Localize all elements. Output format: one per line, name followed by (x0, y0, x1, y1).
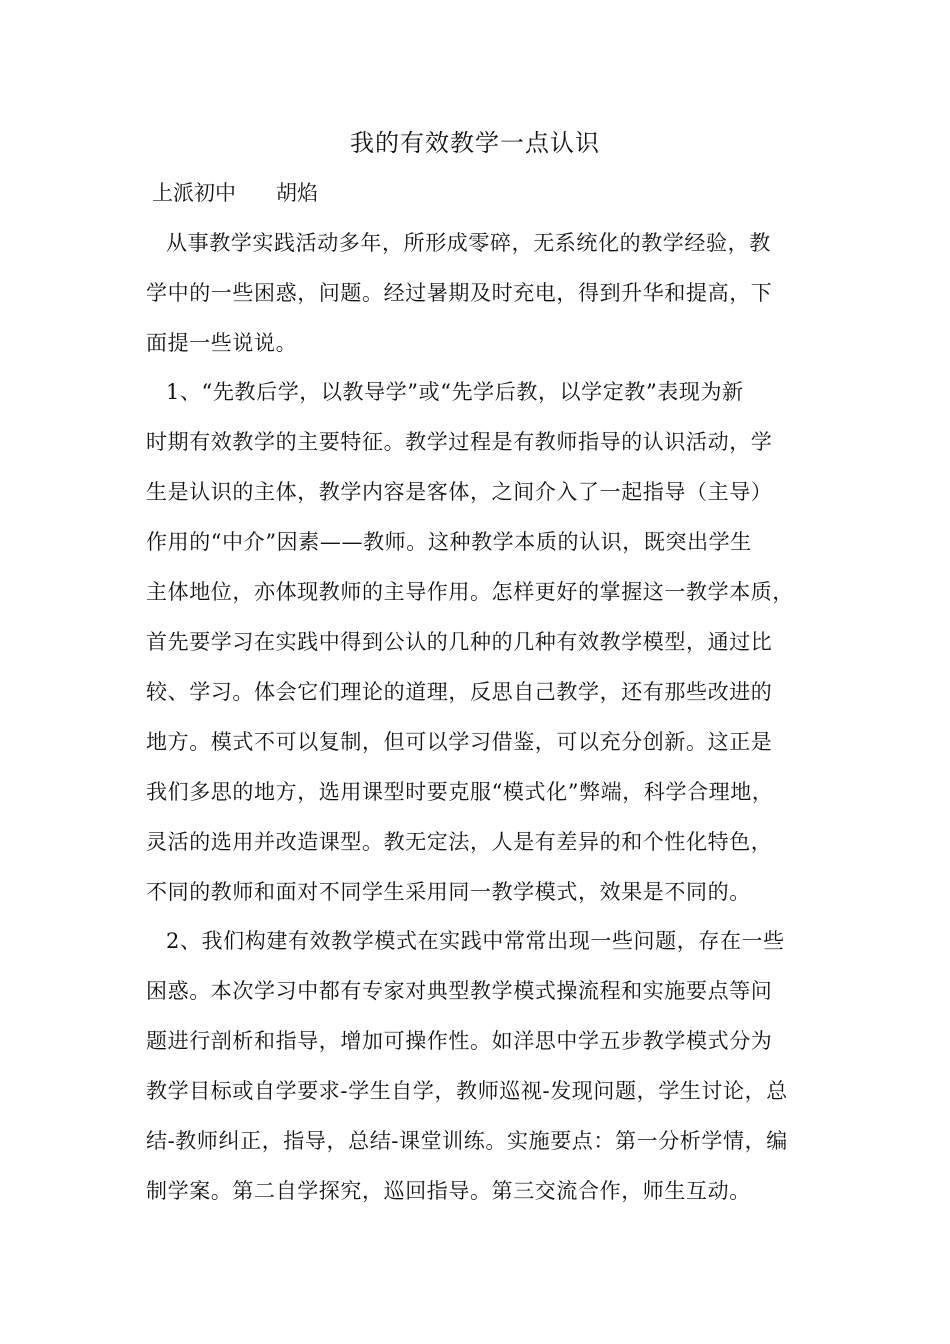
body-line: 生是认识的主体，教学内容是客体，之间介入了一起指导（主导） (146, 480, 773, 504)
body-line: 教学目标或自学要求-学生自学，教师巡视-发现问题，学生讨论，总 (146, 1079, 788, 1103)
author-byline: 上派初中 胡焰 (152, 181, 319, 205)
body-line: 较、学习。体会它们理论的道理，反思自己教学，还有那些改进的 (146, 680, 773, 704)
body-line: 时期有效教学的主要特征。教学过程是有教师指导的认识活动，学 (146, 430, 773, 454)
document-title: 我的有效教学一点认识 (350, 129, 600, 157)
body-line: 我们多思的地方，选用课型时要克服“模式化”弊端，科学合理地， (146, 780, 774, 804)
body-line: 地方。模式不可以复制，但可以学习借鉴，可以充分创新。这正是 (146, 730, 773, 754)
body-line: 2、我们构建有效教学模式在实践中常常出现一些问题，存在一些 (166, 929, 785, 953)
body-line: 主体地位，亦体现教师的主导作用。怎样更好的掌握这一教学本质， (146, 580, 794, 604)
body-line: 制学案。第二自学探究，巡回指导。第三交流合作，师生互动。 (146, 1179, 751, 1203)
body-line: 从事教学实践活动多年，所形成零碎，无系统化的教学经验，教 (166, 231, 771, 255)
body-line: 学中的一些困惑，问题。经过暑期及时充电，得到升华和提高，下 (146, 281, 773, 305)
body-line: 作用的“中介”因素——教师。这种教学本质的认识，既突出学生 (146, 530, 752, 554)
body-line: 1、“先教后学，以教导学”或“先学后教，以学定教”表现为新 (166, 380, 744, 404)
body-line: 首先要学习在实践中得到公认的几种的几种有效教学模型，通过比 (146, 630, 773, 654)
body-line: 困惑。本次学习中都有专家对典型教学模式操流程和实施要点等问 (146, 979, 773, 1003)
body-line: 不同的教师和面对不同学生采用同一教学模式，效果是不同的。 (146, 880, 751, 904)
body-line: 面提一些说说。 (146, 331, 298, 355)
body-line: 结-教师纠正，指导，总结-课堂训练。实施要点：第一分析学情，编 (146, 1129, 788, 1153)
body-line: 题进行剖析和指导，增加可操作性。如洋思中学五步教学模式分为 (146, 1029, 773, 1053)
body-line: 灵活的选用并改造课型。教无定法，人是有差异的和个性化特色， (146, 830, 773, 854)
